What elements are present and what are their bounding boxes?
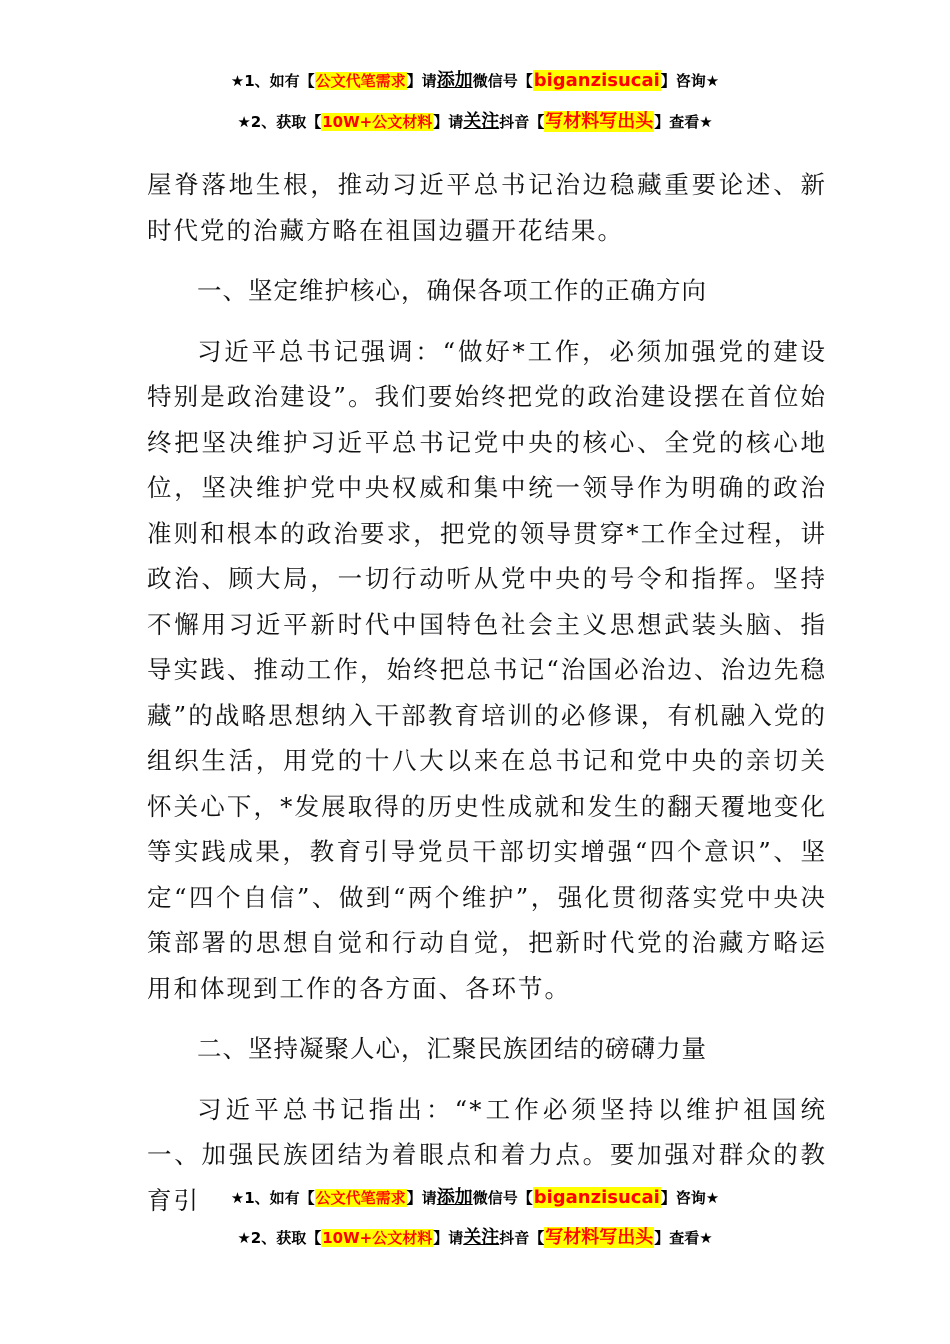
- banner-text: 】查看★: [654, 113, 713, 131]
- paragraph-2: 习近平总书记指出：“*工作必须坚持以维护祖国统一、加强民族团结为着眼点和着力点。要加强对群众的教育引: [147, 1094, 827, 1215]
- banner-text: ★1、如有【: [230, 72, 315, 90]
- banner-text: 】咨询★: [660, 1189, 720, 1207]
- banner-highlight-douyin: 写材料写出头: [545, 1227, 654, 1248]
- banner-text: ★2、获取【: [237, 1229, 322, 1247]
- banner-highlight: 公文代笔需求: [315, 1189, 406, 1207]
- top-banner-line-1: [0, 70, 950, 92]
- paragraph-continued: 屋脊落地生根，推动习近平总书记治边稳藏重要论述、新时代党的治藏方略在祖国边疆开花结果。: [147, 170, 827, 245]
- banner-text: 抖音【: [499, 1229, 545, 1247]
- banner-highlight: 公文代笔需求: [315, 72, 406, 90]
- banner-emphasis: 关注: [463, 1227, 500, 1248]
- banner-text: 微信号【: [472, 1189, 533, 1207]
- banner-highlight-wechat: biganzisucai: [533, 1187, 660, 1208]
- paragraph-1: 习近平总书记强调：“做好*工作，必须加强党的建设特别是政治建设”。我们要始终把党的政治建设摆在首位始终把坚决维护习近平总书记党中央的核心、全党的核心地位，坚决维护党中央权威和集中统一领导作为明确的政治准则和根本的政治要求，把党的领导贯穿*工作全过程，讲政治、顾大局，一切行动听从党中央的号令和指挥。坚持不懈用习近平新时代中国特色社会主义思想武装头脑、指导实践、推动工作，始终把总书记“治国必治边、治边先稳藏”的战略思想纳入干部教育培训的必修课，有机融入党的组织生活，用党的十八大以来在总书记和党中央的亲切关怀关心下，*发展取得的历史性成就和发生的翻天覆地变化等实践成果，教育引导党员干部切实增强“四个意识”、坚定“四个自信”、做到“两个维护”，强化贯彻落实党中央决策部署的思想自觉和行动自觉，把新时代党的治藏方略运用和体现到工作的各方面、各环节。: [147, 336, 827, 1003]
- banner-highlight: 10W+公文材料: [322, 113, 433, 131]
- banner-emphasis: 添加: [436, 1187, 473, 1208]
- banner-highlight-douyin: 写材料写出头: [545, 111, 654, 132]
- banner-text: 】请: [433, 1229, 464, 1247]
- bottom-banner-line-2: [0, 1227, 950, 1249]
- document-body: [147, 162, 827, 1223]
- banner-text: 】请: [433, 113, 464, 131]
- banner-text: ★1、如有【: [230, 1189, 315, 1207]
- banner-text: 】咨询★: [660, 72, 720, 90]
- section-heading-1: 一、坚定维护核心，确保各项工作的正确方向: [197, 276, 707, 305]
- top-banner-line-2: [0, 111, 950, 133]
- banner-emphasis: 关注: [463, 111, 500, 132]
- banner-text: 抖音【: [499, 113, 545, 131]
- banner-text: 】请: [406, 1189, 437, 1207]
- banner-text: 微信号【: [472, 72, 533, 90]
- banner-highlight-wechat: biganzisucai: [533, 70, 660, 91]
- banner-highlight: 10W+公文材料: [322, 1229, 433, 1247]
- section-heading-2: 二、坚持凝聚人心，汇聚民族团结的磅礴力量: [197, 1034, 707, 1063]
- banner-text: 】请: [406, 72, 437, 90]
- banner-text: ★2、获取【: [237, 113, 322, 131]
- banner-text: 】查看★: [654, 1229, 713, 1247]
- banner-emphasis: 添加: [436, 70, 473, 91]
- bottom-banner-line-1: [0, 1187, 950, 1209]
